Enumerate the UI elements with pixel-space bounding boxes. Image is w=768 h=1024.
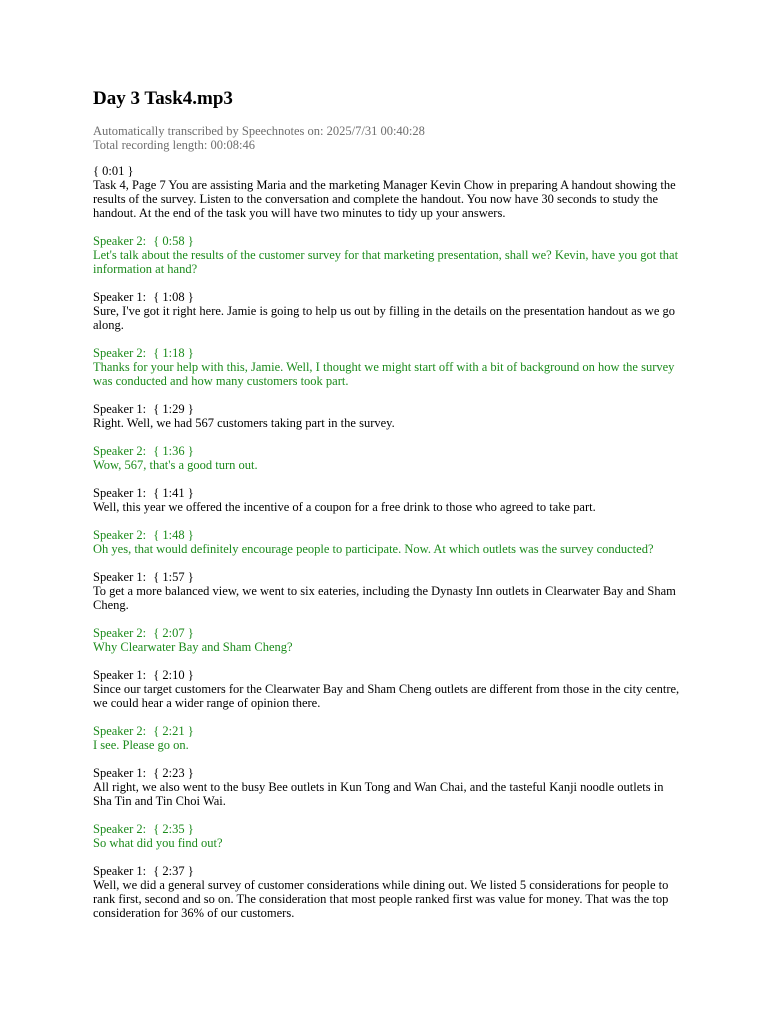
transcript-entry	[93, 346, 683, 388]
speaker-label: Speaker 2:	[93, 822, 147, 836]
entry-header	[93, 724, 683, 738]
entry-text: Wow, 567, that's a good turn out.	[93, 458, 258, 472]
transcript-entry	[93, 668, 683, 710]
recording-length-line: Total recording length: 00:08:46	[93, 138, 255, 152]
entry-text: To get a more balanced view, we went to six eateries, including the Dynasty Inn outlets in Clearwater Bay and Sham Cheng.	[93, 584, 676, 612]
transcript-entry	[93, 864, 683, 920]
entry-header	[93, 234, 683, 248]
entry-text: All right, we also went to the busy Bee outlets in Kun Tong and Wan Chai, and the tasteful Kanji noodle outlets in Sha Tin and Tin Choi Wai.	[93, 780, 664, 808]
entry-header	[93, 444, 683, 458]
speaker-label: Speaker 2:	[93, 234, 147, 248]
entry-header	[93, 570, 683, 584]
entry-text: So what did you find out?	[93, 836, 223, 850]
transcript-entry	[93, 234, 683, 276]
entry-timestamp: { 1:36 }	[153, 444, 194, 458]
transcript-entry	[93, 570, 683, 612]
entry-timestamp: { 2:23 }	[153, 766, 194, 780]
intro-text: Task 4, Page 7 You are assisting Maria and the marketing Manager Kevin Chow in preparing A handout showing the results of the survey. Listen to the conversation and complete the handout. You now have 30 seconds to study the handout. At the end of the task you will have two minutes to tidy up your answers.	[93, 178, 676, 220]
entry-header	[93, 290, 683, 304]
entry-timestamp: { 0:58 }	[153, 234, 194, 248]
entry-header	[93, 668, 683, 682]
entry-text: Well, this year we offered the incentive of a coupon for a free drink to those who agreed to take part.	[93, 500, 596, 514]
document-title: Day 3 Task4.mp3	[93, 88, 233, 109]
transcript-entry	[93, 528, 683, 556]
entry-header	[93, 822, 683, 836]
transcribed-by-line: Automatically transcribed by Speechnotes on: 2025/7/31 00:40:28	[93, 124, 425, 138]
entry-text: Well, we did a general survey of customer considerations while dining out. We listed 5 considerations for people to rank first, second and so on. The consideration that most people ranked first was value for money. That was the top consideration for 36% of our customers.	[93, 878, 669, 920]
entry-header	[93, 528, 683, 542]
transcript-entry	[93, 486, 683, 514]
entry-timestamp: { 2:37 }	[153, 864, 194, 878]
entry-text: Since our target customers for the Clearwater Bay and Sham Cheng outlets are different from those in the city centre, we could hear a wider range of opinion there.	[93, 682, 680, 710]
intro-timestamp: { 0:01 }	[93, 164, 134, 178]
entry-header	[93, 346, 683, 360]
speaker-label: Speaker 2:	[93, 626, 147, 640]
entry-header	[93, 864, 683, 878]
entry-text: Oh yes, that would definitely encourage people to participate. Now. At which outlets was the survey conducted?	[93, 542, 654, 556]
entry-header	[93, 486, 683, 500]
speaker-label: Speaker 1:	[93, 864, 147, 878]
entry-timestamp: { 1:29 }	[153, 402, 194, 416]
speaker-label: Speaker 1:	[93, 290, 147, 304]
speaker-label: Speaker 2:	[93, 724, 147, 738]
transcript-entry	[93, 444, 683, 472]
entry-timestamp: { 2:35 }	[153, 822, 194, 836]
entry-timestamp: { 1:57 }	[153, 570, 194, 584]
entry-timestamp: { 1:08 }	[153, 290, 194, 304]
entry-timestamp: { 1:18 }	[153, 346, 194, 360]
entry-timestamp: { 1:48 }	[153, 528, 194, 542]
transcript-entry	[93, 822, 683, 850]
speaker-label: Speaker 1:	[93, 486, 147, 500]
entry-timestamp: { 1:41 }	[153, 486, 194, 500]
speaker-label: Speaker 2:	[93, 528, 147, 542]
intro-block	[93, 164, 683, 220]
speaker-label: Speaker 2:	[93, 444, 147, 458]
entry-text: Sure, I've got it right here. Jamie is going to help us out by filling in the details on the presentation handout as we go along.	[93, 304, 676, 332]
entry-timestamp: { 2:07 }	[153, 626, 194, 640]
entry-timestamp: { 2:10 }	[153, 668, 194, 682]
entry-text: Why Clearwater Bay and Sham Cheng?	[93, 640, 293, 654]
transcript-entry	[93, 766, 683, 808]
speaker-label: Speaker 2:	[93, 346, 147, 360]
entry-header	[93, 766, 683, 780]
entry-header	[93, 402, 683, 416]
transcript-entry	[93, 724, 683, 752]
transcript-entry	[93, 402, 683, 430]
entry-text: Right. Well, we had 567 customers taking part in the survey.	[93, 416, 395, 430]
transcript-entry	[93, 626, 683, 654]
entry-header	[93, 626, 683, 640]
speaker-label: Speaker 1:	[93, 668, 147, 682]
speaker-label: Speaker 1:	[93, 570, 147, 584]
transcript-meta	[93, 124, 683, 152]
entry-text: I see. Please go on.	[93, 738, 189, 752]
speaker-label: Speaker 1:	[93, 402, 147, 416]
transcript-document	[93, 86, 683, 934]
speaker-label: Speaker 1:	[93, 766, 147, 780]
transcript-entry	[93, 290, 683, 332]
entry-text: Thanks for your help with this, Jamie. Well, I thought we might start off with a bit of background on how the survey was conducted and how many customers took part.	[93, 360, 675, 388]
entry-text: Let's talk about the results of the customer survey for that marketing presentation, shall we? Kevin, have you got that information at hand?	[93, 248, 679, 276]
entry-timestamp: { 2:21 }	[153, 724, 194, 738]
